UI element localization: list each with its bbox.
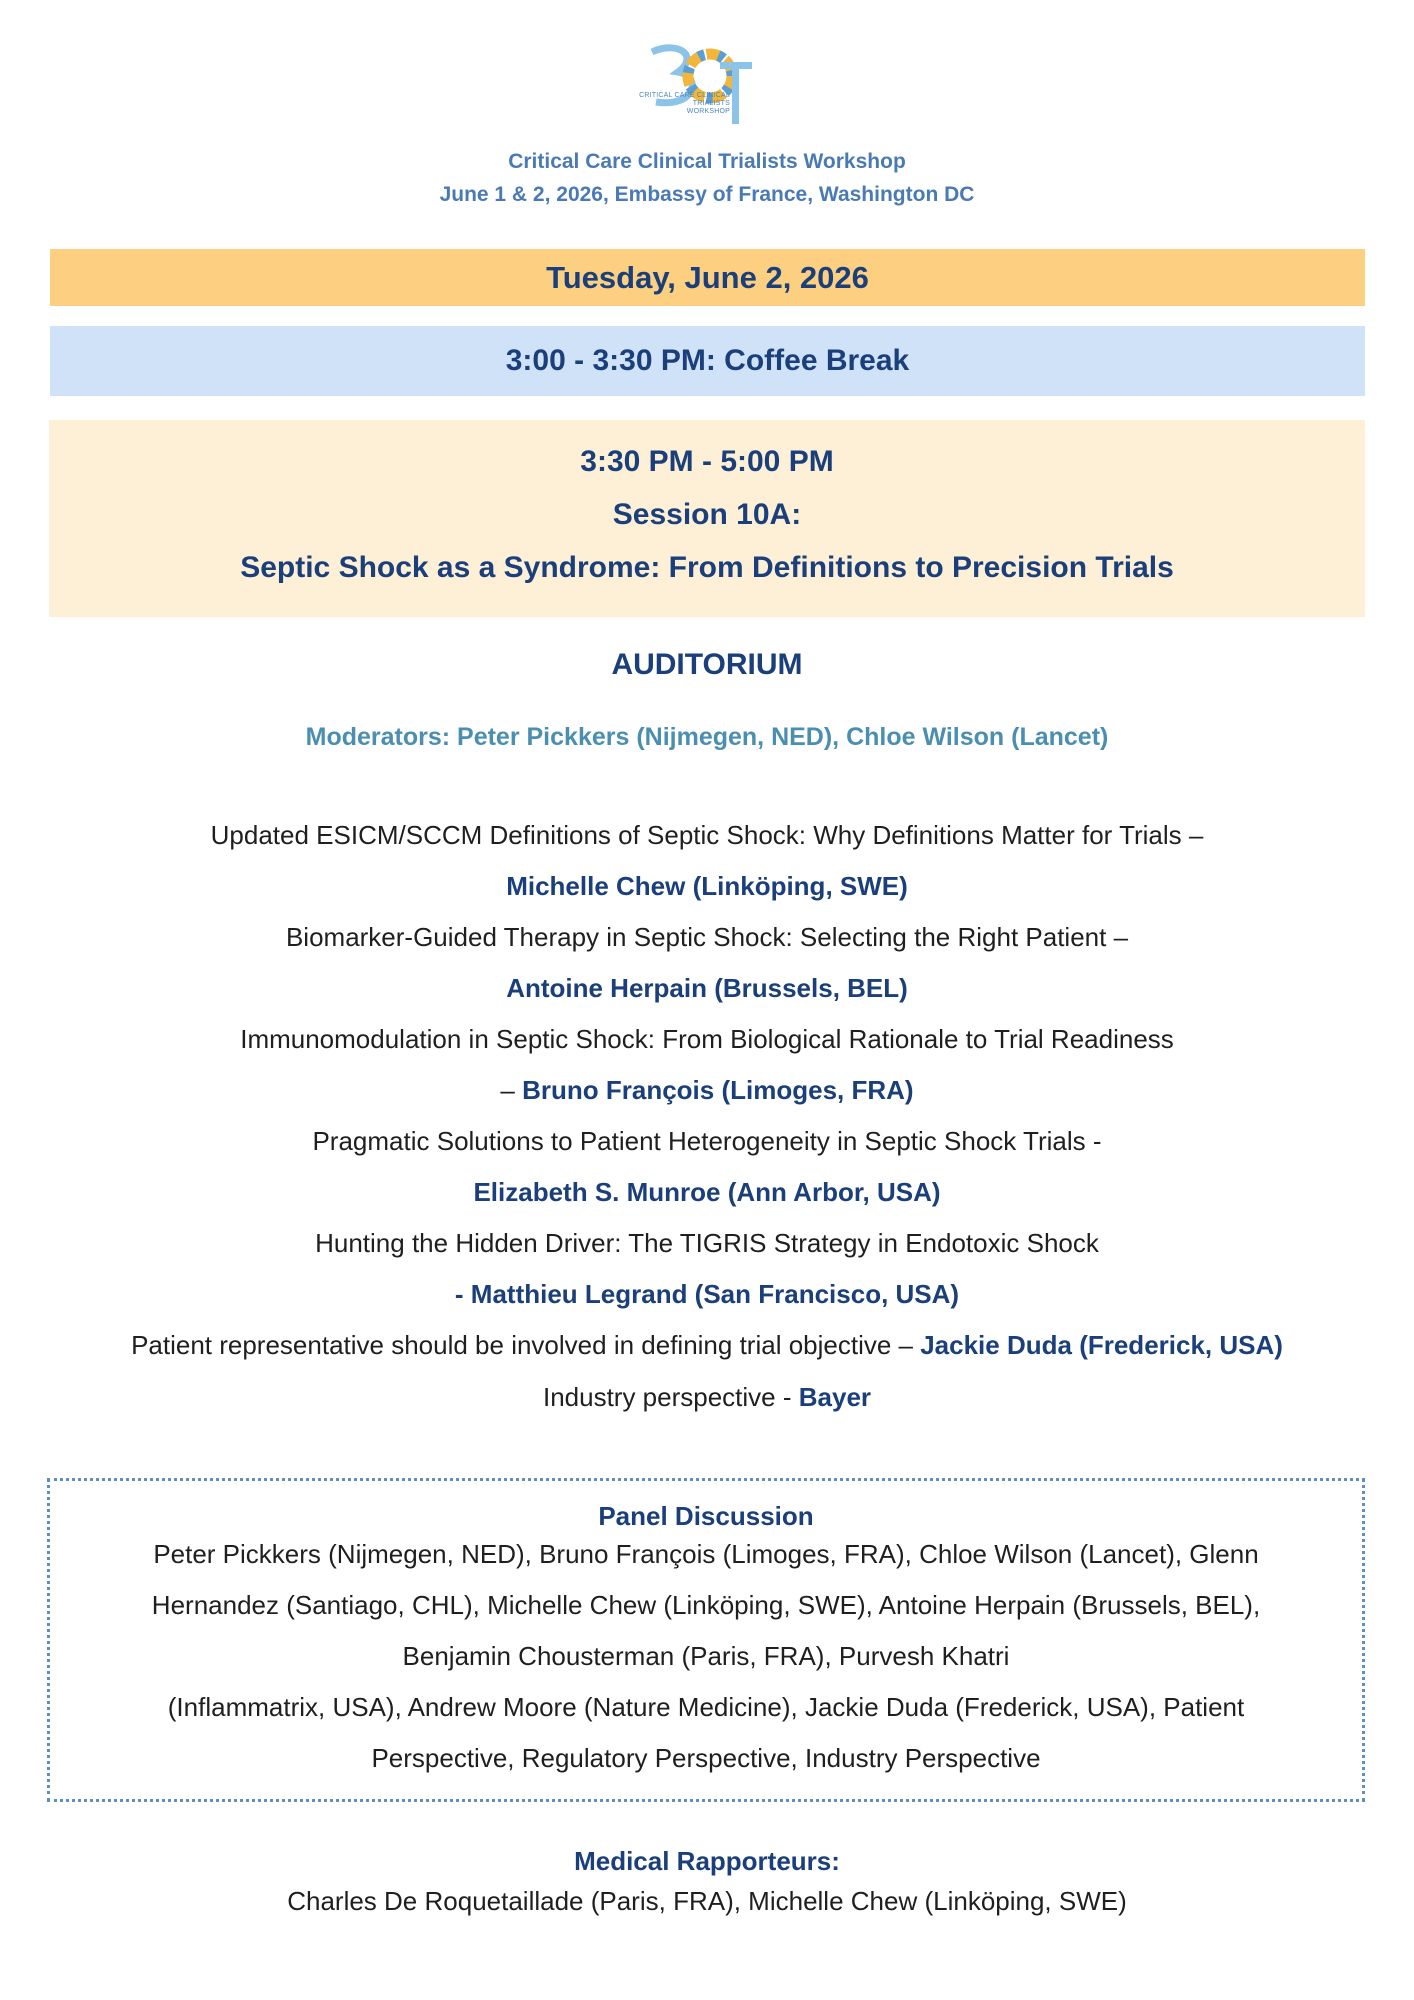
panel-discussion-box <box>47 1478 1365 1802</box>
day-banner: Tuesday, June 2, 2026 <box>50 249 1365 306</box>
talk-speaker: Jackie Duda (Frederick, USA) <box>920 1330 1283 1360</box>
panel-line: Benjamin Chousterman (Paris, FRA), Purvesh Khatri <box>402 1641 1010 1671</box>
org-name: Critical Care Clinical Trialists Workshop <box>508 150 906 173</box>
coffee-break-banner: 3:00 - 3:30 PM: Coffee Break <box>50 326 1365 396</box>
session-box <box>49 420 1365 617</box>
talk-speaker: Michelle Chew (Linköping, SWE) <box>506 871 908 901</box>
panel-line: Perspective, Regulatory Perspective, Industry Perspective <box>371 1743 1041 1773</box>
talk-speaker-prefix: – <box>500 1075 523 1105</box>
talk-speaker: Elizabeth S. Munroe (Ann Arbor, USA) <box>473 1177 941 1207</box>
talk-title: Biomarker-Guided Therapy in Septic Shock: Selecting the Right Patient – <box>285 922 1129 952</box>
rapporteurs-title: Medical Rapporteurs: <box>574 1846 840 1876</box>
talk-speaker: Bayer <box>798 1382 872 1412</box>
talk-speaker: Bruno François (Limoges, FRA) <box>522 1075 914 1105</box>
session-number: Session 10A: <box>612 498 802 531</box>
panel-line: Peter Pickkers (Nijmegen, NED), Bruno François (Limoges, FRA), Chloe Wilson (Lancet), Glenn <box>153 1539 1259 1569</box>
talk-speaker-line <box>0 1075 1414 1106</box>
rapporteurs-names: Charles De Roquetaillade (Paris, FRA), Michelle Chew (Linköping, SWE) <box>287 1886 1127 1916</box>
panel-line: Hernandez (Santiago, CHL), Michelle Chew (Linköping, SWE), Antoine Herpain (Brussels, BEL), <box>151 1590 1261 1620</box>
talk-title: Hunting the Hidden Driver: The TIGRIS Strategy in Endotoxic Shock <box>315 1228 1099 1258</box>
logo-text: CRITICAL CARE CLINICAL TRIALISTS WORKSHOP <box>639 92 730 115</box>
session-title: Septic Shock as a Syndrome: From Definitions to Precision Trials <box>240 551 1174 584</box>
panel-title: Panel Discussion <box>598 1501 814 1531</box>
moderators: Moderators: Peter Pickkers (Nijmegen, NED), Chloe Wilson (Lancet) <box>305 723 1109 751</box>
talk-line <box>0 1330 1414 1361</box>
room-name: AUDITORIUM <box>611 648 803 681</box>
talk-title: Immunomodulation in Septic Shock: From Biological Rationale to Trial Readiness <box>240 1024 1174 1054</box>
talk-title: Pragmatic Solutions to Patient Heterogeneity in Septic Shock Trials - <box>312 1126 1102 1156</box>
panel-line: (Inflammatrix, USA), Andrew Moore (Nature Medicine), Jackie Duda (Frederick, USA), Patient <box>167 1692 1245 1722</box>
workshop-logo <box>638 42 778 132</box>
talk-speaker: Antoine Herpain (Brussels, BEL) <box>506 973 908 1003</box>
session-time: 3:30 PM - 5:00 PM <box>580 445 834 478</box>
talk-title: Updated ESICM/SCCM Definitions of Septic Shock: Why Definitions Matter for Trials – <box>210 820 1204 850</box>
logo-mark-icon <box>638 42 778 132</box>
talk-line <box>0 1382 1414 1413</box>
talk-speaker: - Matthieu Legrand (San Francisco, USA) <box>454 1279 960 1309</box>
event-line: June 1 & 2, 2026, Embassy of France, Washington DC <box>439 183 975 206</box>
talk-title: Industry perspective - <box>542 1382 799 1412</box>
talk-title: Patient representative should be involved in defining trial objective – <box>131 1330 921 1360</box>
